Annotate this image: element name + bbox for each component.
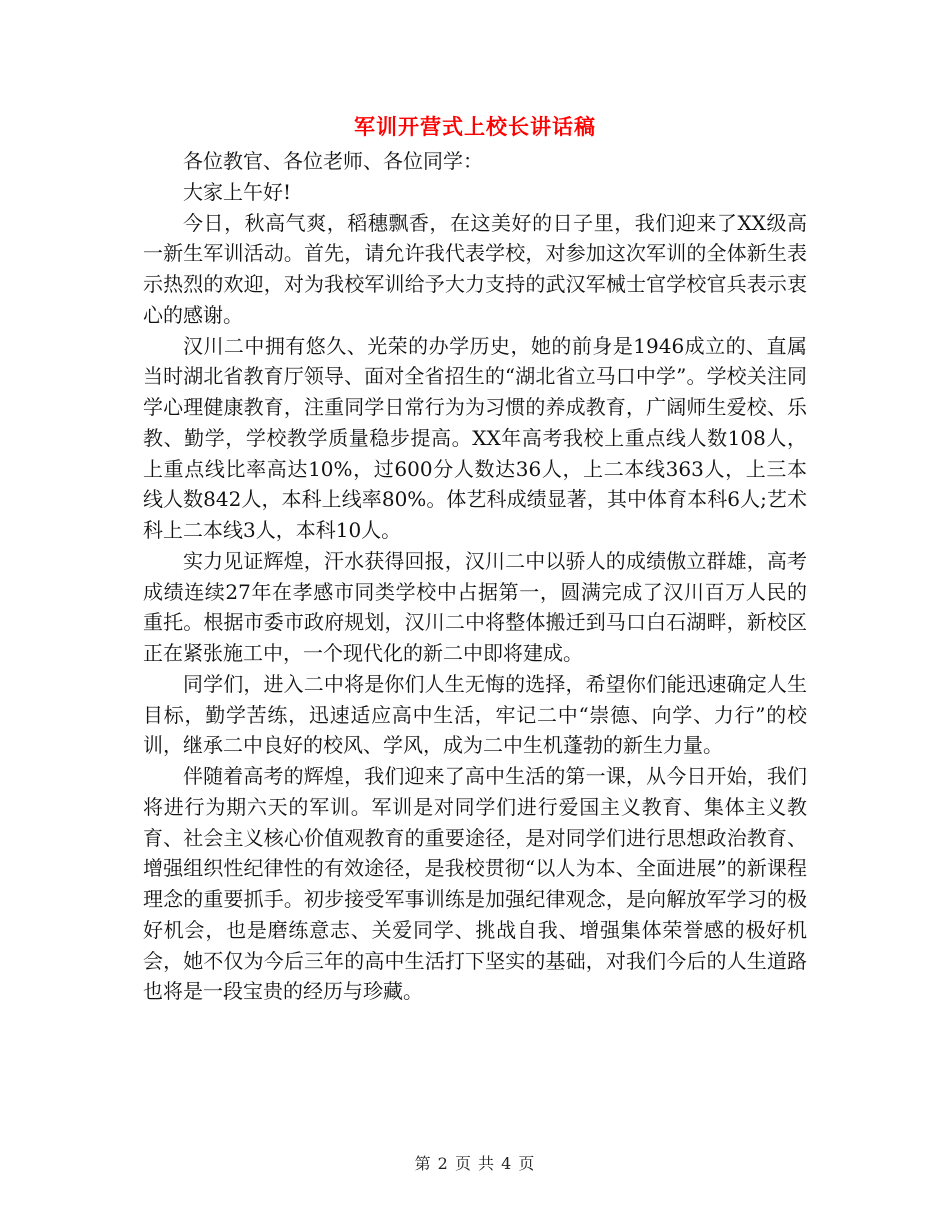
body-paragraph: 伴随着高考的辉煌，我们迎来了高中生活的第一课，从今日开始，我们将进行为期六天的军训。军训是对同学们进行爱国主义教育、集体主义教育、社会主义核心价值观教育的重要途径，是对同学们进行思想政治教育、增强组织性纪律性的有效途径，是我校贯彻“以人为本、全面进展”的新课程理念的重要抓手。初步接受军事训练是加强纪律观念，是向解放军学习的极好机会，也是磨练意志、关爱同学、挑战自我、增强集体荣誉感的极好机会，她不仅为今后三年的高中生活打下坚实的基础，对我们今后的人生道路也将是一段宝贵的经历与珍藏。 xyxy=(143,764,807,1004)
document-title: 军训开营式上校长讲话稿 xyxy=(354,115,596,139)
document-body xyxy=(143,146,807,1007)
page-number-footer: 第 2 页 共 4 页 xyxy=(414,1154,536,1173)
salutation-paragraph: 各位教官、各位老师、各位同学： xyxy=(183,149,483,173)
body-paragraph: 实力见证辉煌，汗水获得回报，汉川二中以骄人的成绩傲立群雄，高考成绩连续27年在孝感市同类学校中占据第一，圆满完成了汉川百万人民的重托。根据市委市政府规划，汉川二中将整体搬迁到马口白石湖畔，新校区正在紧张施工中，一个现代化的新二中即将建成。 xyxy=(143,548,807,665)
body-paragraph: 汉川二中拥有悠久、光荣的办学历史，她的前身是1946成立的、直属当时湖北省教育厅领导、面对全省招生的“湖北省立马口中学”。学校关注同学心理健康教育，注重同学日常行为为习惯的养成教育，广阔师生爱校、乐教、勤学，学校教学质量稳步提高。XX年高考我校上重点线人数108人，上重点线比率高达10%，过600分人数达36人，上二本线363人，上三本线人数842人，本科上线率80%。体艺科成绩显著，其中体育本科6人;艺术科上二本线3人，本科10人。 xyxy=(143,333,807,542)
greeting-paragraph: 大家上午好! xyxy=(183,179,292,204)
body-paragraph: 同学们，进入二中将是你们人生无悔的选择，希望你们能迅速确定人生目标，勤学苦练，迅速适应高中生活，牢记二中“崇德、向学、力行”的校训，继承二中良好的校风、学风，成为二中生机蓬勃的新生力量。 xyxy=(143,671,807,758)
body-paragraph: 今日，秋高气爽，稻穗飘香，在这美好的日子里，我们迎来了XX级高一新生军训活动。首先，请允许我代表学校，对参加这次军训的全体新生表示热烈的欢迎，对为我校军训给予大力支持的武汉军械士官学校官兵表示衷心的感谢。 xyxy=(143,210,807,327)
